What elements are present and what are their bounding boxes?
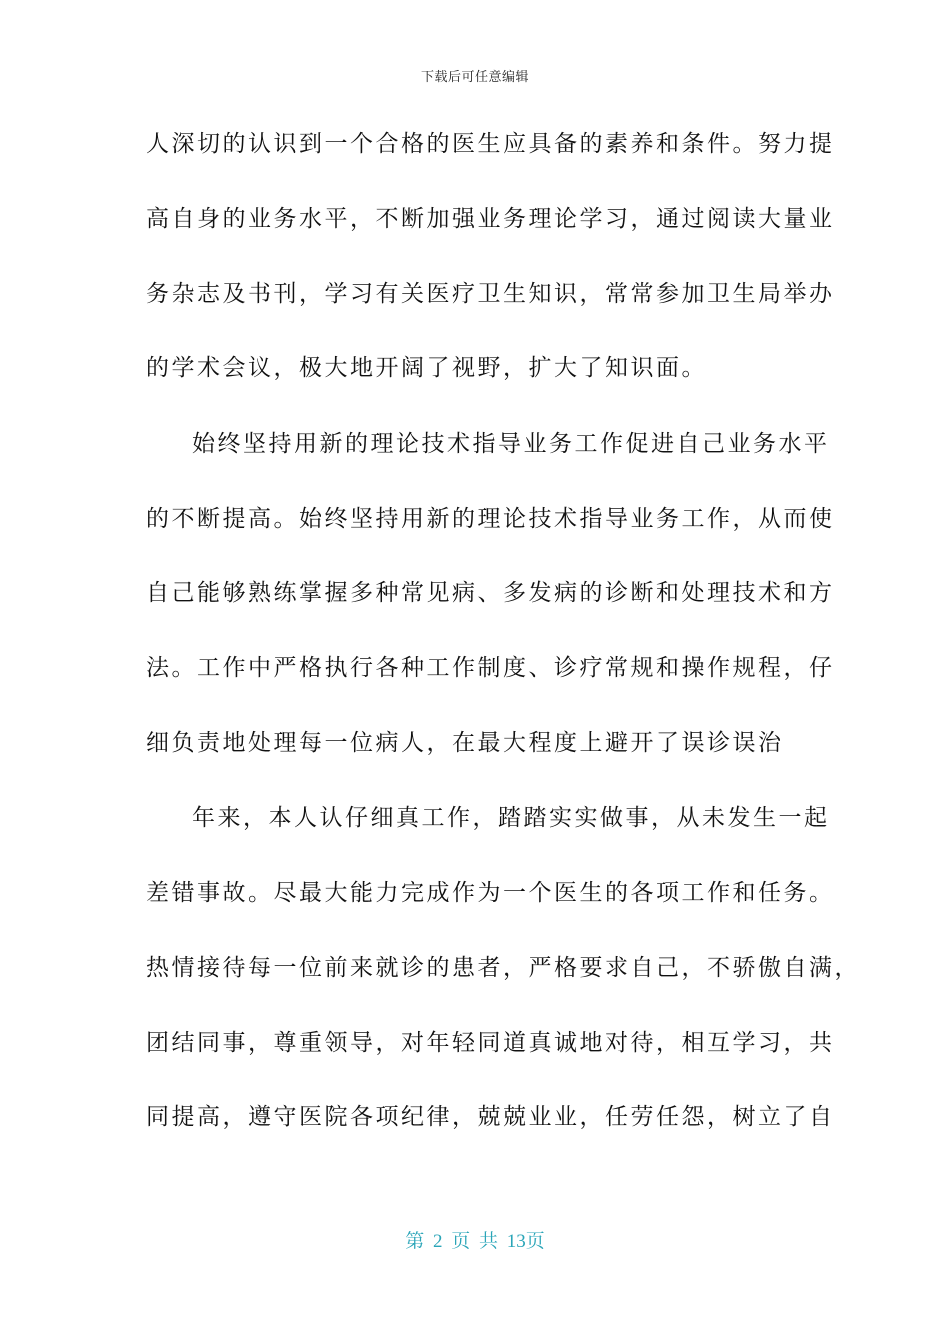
body-line: 的不断提高。始终坚持用新的理论技术指导业务工作，从而使 <box>146 506 835 532</box>
paragraph-first-line: 始终坚持用新的理论技术指导业务工作促进自己业务水平 <box>192 431 830 457</box>
body-line: 同提高，遵守医院各项纪律，兢兢业业，任劳任怨，树立了自 <box>146 1104 835 1130</box>
page-header: 下载后可任意编辑 <box>420 70 529 85</box>
body-line: 热情接待每一位前来就诊的患者，严格要求自己，不骄傲自满， <box>146 955 860 981</box>
paragraph-first-line: 年来，本人认仔细真工作，踏踏实实做事，从未发生一起 <box>192 805 830 831</box>
page-number-footer: 第 2 页 共 13页 <box>405 1231 545 1252</box>
body-line: 团结同事，尊重领导，对年轻同道真诚地对待，相互学习，共 <box>146 1030 835 1056</box>
body-line: 务杂志及书刊，学习有关医疗卫生知识，常常参加卫生局举办 <box>146 281 835 307</box>
body-line: 细负责地处理每一位病人，在最大程度上避开了误诊误治 <box>146 730 784 756</box>
body-line: 的学术会议，极大地开阔了视野，扩大了知识面。 <box>146 355 707 381</box>
body-line: 法。工作中严格执行各种工作制度、诊疗常规和操作规程，仔 <box>146 655 835 681</box>
body-line: 人深切的认识到一个合格的医生应具备的素养和条件。努力提 <box>146 131 835 157</box>
body-line: 高自身的业务水平，不断加强业务理论学习，通过阅读大量业 <box>146 206 835 232</box>
body-line: 自己能够熟练掌握多种常见病、多发病的诊断和处理技术和方 <box>146 580 835 606</box>
body-line: 差错事故。尽最大能力完成作为一个医生的各项工作和任务。 <box>146 880 835 906</box>
